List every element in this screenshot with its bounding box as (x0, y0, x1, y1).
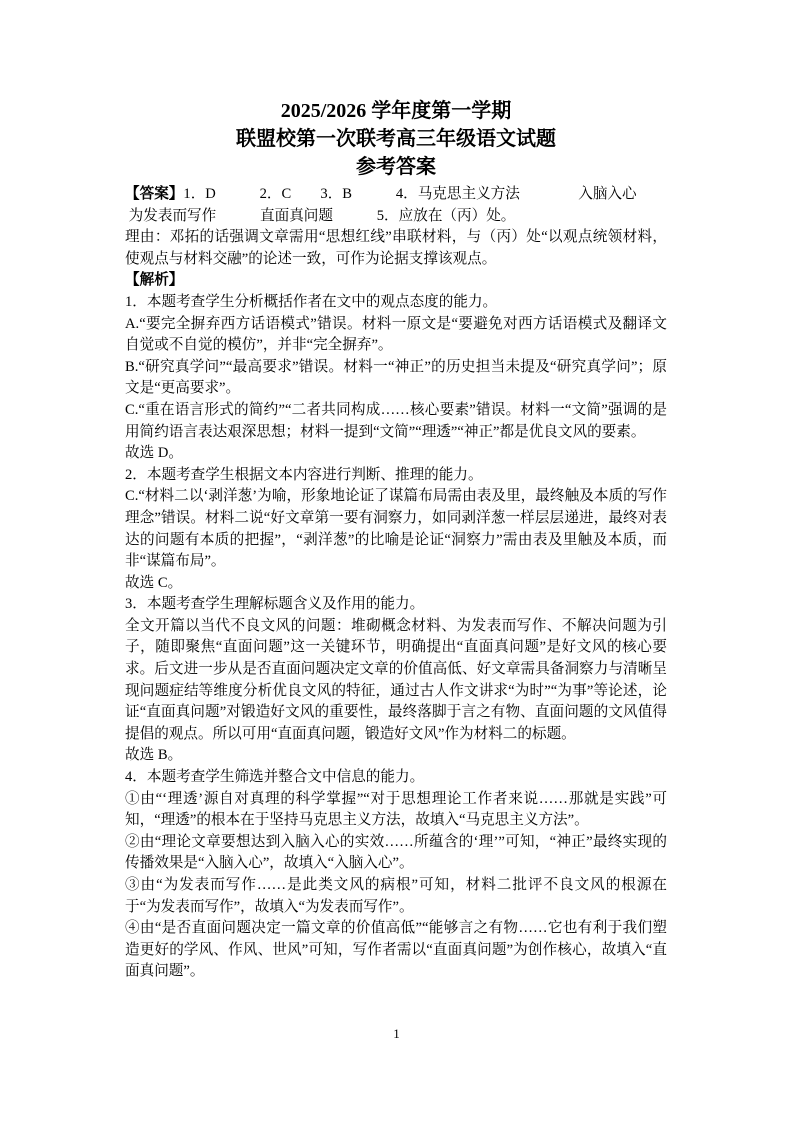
document-title (125, 97, 667, 181)
document-body (125, 184, 667, 983)
analysis-q1-option-a: A.“要完全摒弃西方话语模式”错误。材料一原文是“要避免对西方话语模式及翻译文自觉或不自觉的模仿”，并非“完全摒弃”。 (125, 315, 667, 354)
analysis-q4-header: 4．本题考查学生筛选并整合文中信息的能力。 (125, 769, 425, 786)
analysis-q1-option-b: B.“研究真学问”“最高要求”错误。材料一“神正”的历史担当未提及“研究真学问”；原文是“更高要求”。 (125, 358, 667, 397)
analysis-q1-option-c: C.“重在语言形式的简约”“二者共同构成……核心要素”错误。材料一“文简”强调的是用简约语言表达艰深思想；材料一提到“文简”“理透”“神正”都是优良文风的要素。 (125, 401, 667, 440)
answers-line-1 (125, 184, 667, 206)
analysis-q3-conclusion: 故选 B。 (125, 747, 183, 764)
answers-values-1: 1．D 2．C 3．B 4．马克思主义方法 入脑入心 (183, 186, 637, 202)
answers-reason: 理由：邓拓的话强调文章需用“思想红线”串联材料，与（丙）处“以观点统领材料，使观点与材料交融”的论述一致，可作为论据支撑该观点。 (125, 229, 667, 267)
analysis-q4-point-1: ①由“‘理透’源自对真理的科学掌握”“对于思想理论工作者来说……那就是实践”可知，“理透”的根本在于坚持马克思主义方法，故填入“马克思主义方法”。 (125, 790, 667, 829)
title-line-answer-key: 参考答案 (356, 156, 436, 178)
analysis-q1-conclusion: 故选 D。 (125, 445, 183, 462)
answers-label: 【答案】 (125, 186, 184, 202)
analysis-q4-point-3: ③由“为发表而写作……是此类文风的病根”可知，材料二批评不良文风的根源在于“为发表而写作”，故填入“为发表而写作”。 (125, 877, 667, 915)
analysis-q3-header: 3．本题考查学生理解标题含义及作用的能力。 (125, 596, 425, 613)
analysis-q3-explanation: 全文开篇以当代不良文风的问题：堆砌概念材料、为发表而写作、不解决问题为引子，随即聚焦“直面问题”这一关键环节，明确提出“直面真问题”是好文风的核心要求。后文进一步从是否直面问题决定文章的价值高低、好文章需具备洞察力与清晰呈现问题症结等维度分析优良文风的特征，通过古人作文讲求“为时”“为事”等论述，论证“直面真问题”对锻造好文风的重要性，最终落脚于言之有物、直面问题的文风值得提倡的观点。所以可用“直面真问题，锻造好文风”作为材料二的标题。 (125, 617, 667, 742)
page-number: 1 (393, 1026, 400, 1041)
answers-line-2: 为发表而写作 直面真问题 5．应放在（丙）处。 (125, 207, 516, 224)
title-line-exam: 联盟校第一次联考高三年级语文试题 (236, 128, 556, 150)
analysis-q4-point-2: ②由“理论文章要想达到入脑入心的实效……所蕴含的‘理’”可知，“神正”最终实现的传播效果是“入脑入心”，故填入“入脑入心”。 (125, 833, 667, 872)
analysis-label: 【解析】 (125, 272, 184, 289)
title-line-term: 2025/2026 学年度第一学期 (280, 100, 512, 122)
analysis-q1-header: 1．本题考查学生分析概括作者在文中的观点态度的能力。 (125, 293, 498, 310)
analysis-q2-option-c: C.“材料二以‘剥洋葱’为喻，形象地论证了谋篇布局需由表及里，最终触及本质的写作理念”错误。材料二说“好文章第一要有洞察力，如同剥洋葱一样层层递进，最终对表达的问题有本质的把握”，“剥洋葱”的比喻是论证“洞察力”需由表及里触及本质，而非“谋篇布局”。 (125, 488, 667, 570)
analysis-q2-conclusion: 故选 C。 (125, 574, 183, 591)
analysis-q4-point-4: ④由“是否直面问题决定一篇文章的价值高低”“能够言之有物……它也有利于我们塑造更好的学风、作风、世风”可知，写作者需以“直面真问题”为创作核心，故填入“直面真问题”。 (125, 920, 667, 980)
analysis-q2-header: 2．本题考查学生根据文本内容进行判断、推理的能力。 (125, 466, 483, 483)
